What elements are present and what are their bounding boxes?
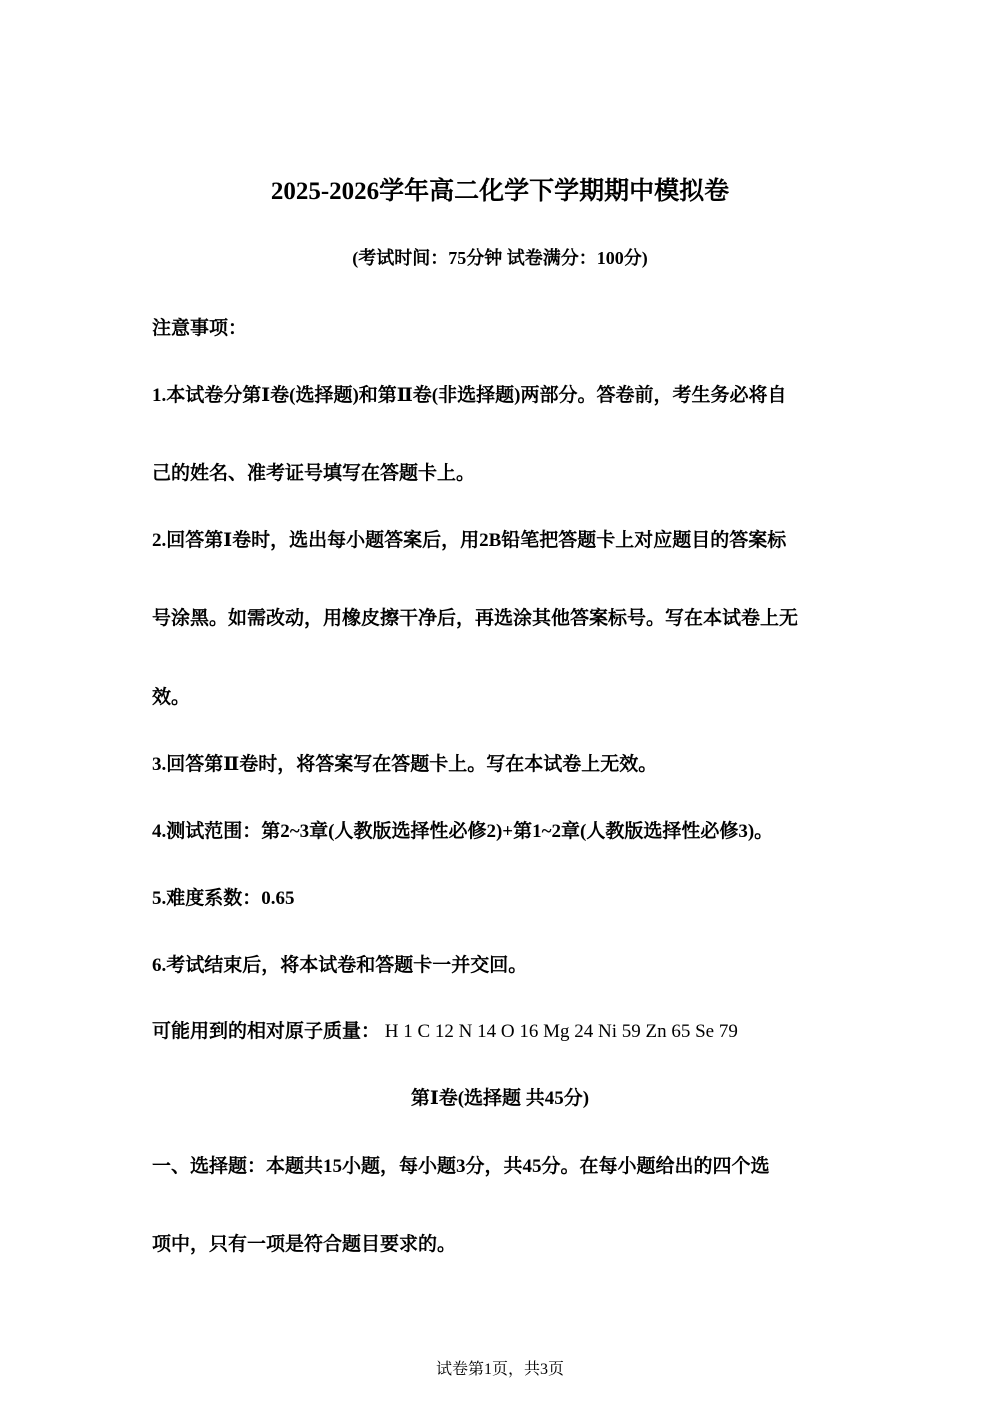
part1-instruction-line-1: 一、选择题：本题共15小题，每小题3分，共45分。在每小题给出的四个选 [152,1156,770,1177]
notes-heading: 注意事项： [152,318,248,339]
note-1-line-1: 1.本试卷分第Ⅰ卷(选择题)和第Ⅱ卷(非选择题)两部分。答卷前，考生务必将自 [152,385,787,406]
atomic-mass-label: 可能用到的相对原子质量： [152,1021,381,1042]
note-5: 5.难度系数：0.65 [152,888,295,909]
note-4: 4.测试范围：第2~3章(人教版选择性必修2)+第1~2章(人教版选择性必修3)。 [152,821,774,842]
note-6: 6.考试结束后，将本试卷和答题卡一并交回。 [152,955,528,976]
page-footer: 试卷第1页，共3页 [435,1361,564,1378]
page-title: 2025-2026学年高二化学下学期期中模拟卷 [270,178,730,205]
atomic-mass-values: H 1 C 12 N 14 O 16 Mg 24 Ni 59 Zn 65 Se 79 [384,1021,738,1042]
atomic-mass-line [152,1016,738,1043]
note-2-line-3: 效。 [152,687,191,708]
note-1-line-2: 己的姓名、准考证号填写在答题卡上。 [152,463,476,484]
note-3: 3.回答第Ⅱ卷时，将答案写在答题卡上。写在本试卷上无效。 [152,754,658,775]
part1-instruction-line-2: 项中，只有一项是符合题目要求的。 [152,1234,457,1255]
note-2-line-2: 号涂黑。如需改动，用橡皮擦干净后，再选涂其他答案标号。写在本试卷上无 [152,608,799,629]
exam-info: (考试时间：75分钟 试卷满分：100分) [352,248,648,268]
section-title: 第Ⅰ卷(选择题 共45分) [410,1088,590,1109]
note-2-line-1: 2.回答第Ⅰ卷时，选出每小题答案后，用2B铅笔把答题卡上对应题目的答案标 [152,530,787,551]
